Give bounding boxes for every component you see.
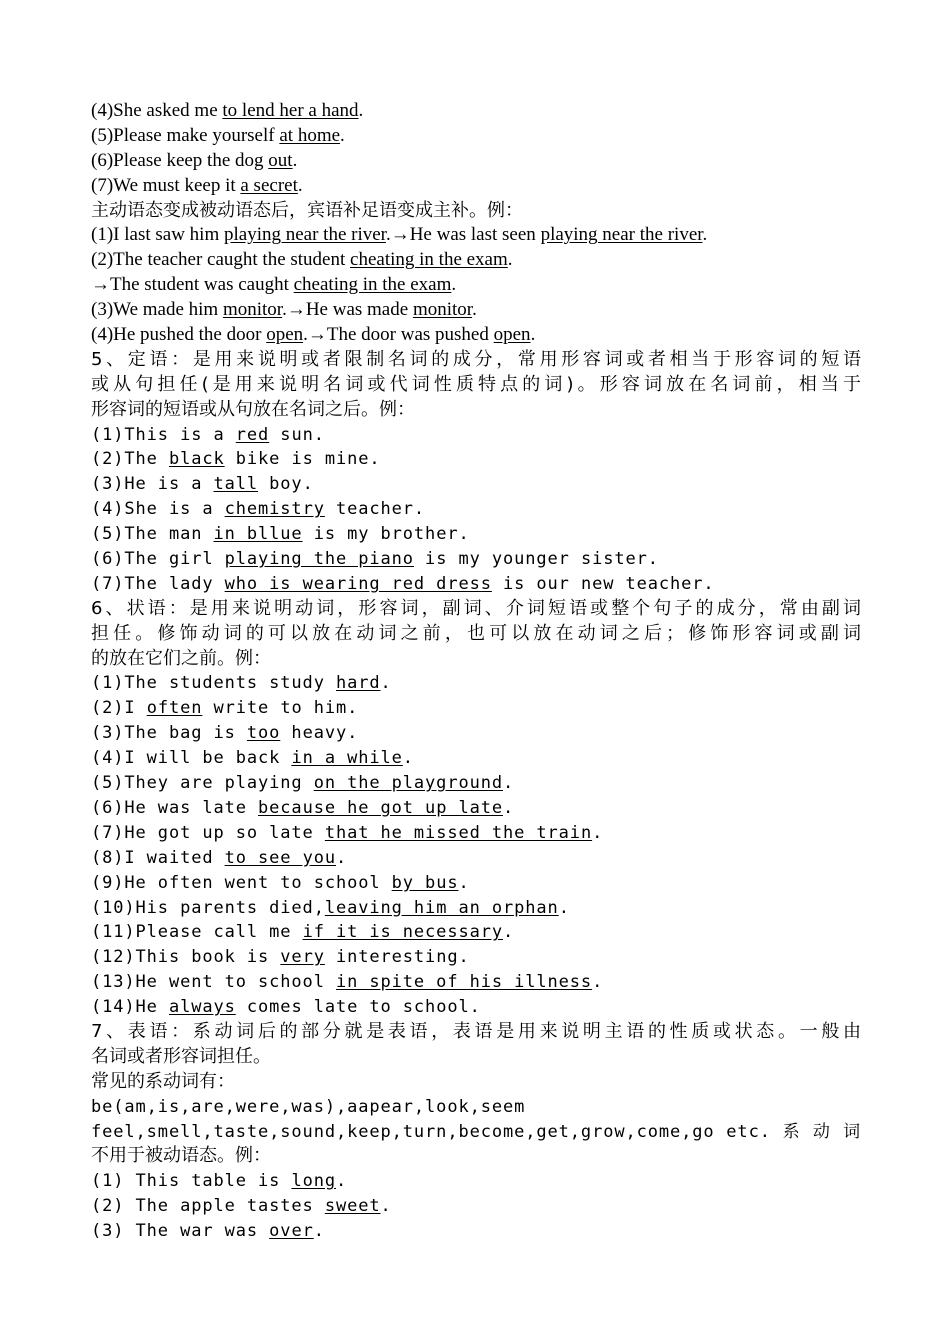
underlined-phrase: playing near the river [540,224,703,246]
text-line [91,174,861,199]
underlined-phrase: red [235,424,270,445]
text-run: . [458,872,470,893]
underlined-phrase: that he missed the train [324,822,593,843]
underlined-phrase: to see you [224,847,336,868]
text-run: (2)The teacher caught the student [91,249,351,271]
text-run: . [558,897,570,918]
underlined-phrase: a secret [240,174,298,196]
text-run: (7)He got up so late [91,822,325,843]
text-line [91,995,861,1020]
text-run: (2)The [91,449,169,470]
text-line [91,298,861,323]
underlined-phrase: too [246,723,281,744]
underlined-phrase: over [269,1221,314,1242]
text-line [91,622,861,647]
text-run: feel,smell,taste,sound,keep,turn,become,get,grow,come,go etc. 系 动 词 [91,1121,861,1142]
text-run: →The student was caught [91,274,294,296]
text-run: . [380,673,392,694]
text-line [91,572,861,597]
text-run: .→The door was pushed [303,324,494,346]
text-run: is my younger sister. [413,549,659,570]
text-run: (12)This book is [91,947,281,968]
text-run: . [380,1196,392,1217]
text-run: sun. [269,424,325,445]
text-line [91,522,861,547]
text-line [91,1070,861,1095]
underlined-phrase: monitor [222,299,283,321]
text-run: (3)The bag is [91,723,247,744]
text-run: 形容词的短语或从句放在名词之后。例： [91,398,415,420]
underlined-phrase: monitor [412,299,473,321]
text-run: (1)This is a [91,424,236,445]
text-line [91,398,861,423]
text-line [91,1194,861,1219]
text-run: (4)He pushed the door [91,324,267,346]
text-line [91,273,861,298]
underlined-phrase: long [291,1171,336,1192]
text-line [91,647,861,672]
underlined-phrase: very [280,947,325,968]
text-run: interesting. [324,947,470,968]
underlined-phrase: on the playground [313,773,503,794]
text-line [91,373,861,398]
text-run: .→He was last seen [385,224,541,246]
text-line [91,199,861,224]
underlined-phrase: if it is necessary [302,922,503,943]
text-line [91,248,861,273]
text-run: . [592,822,604,843]
underlined-phrase: in spite of his illness [335,972,593,993]
text-line [91,124,861,149]
text-run: 名词或者形容词担任。 [91,1045,271,1067]
underlined-phrase: in a while [291,748,403,769]
text-run: . [335,1171,348,1192]
underlined-phrase: black [168,449,225,470]
text-line [91,846,861,871]
text-run: . [702,224,708,246]
text-run: . [592,972,604,993]
text-line [91,423,861,448]
underlined-phrase: to lend her a hand [222,100,359,121]
underlined-phrase: because he got up late [258,797,503,818]
text-run: (7)The lady [91,573,225,594]
text-run: is our new teacher. [491,573,715,594]
text-run: be(am,is,are,were,was),aapear,look,seem [91,1096,526,1117]
text-run: 主动语态变成被动语态后，宾语补足语变成主补。例： [91,199,523,221]
underlined-phrase: playing the piano [224,549,414,570]
text-run: . [358,100,364,121]
underlined-phrase: cheating in the exam [293,274,452,296]
underlined-phrase: cheating in the exam [350,249,508,271]
text-run: comes late to school. [235,997,481,1018]
text-run: (7)We must keep it [91,174,241,196]
underlined-phrase: out [268,149,293,171]
text-run: (8)I waited [91,847,225,868]
text-run: boy. [258,474,314,495]
document-page [91,99,861,1244]
text-line [91,721,861,746]
text-line [91,99,861,124]
text-run: (6)He was late [91,797,259,818]
text-run: (3)He is a [91,474,214,495]
text-run: . [472,299,477,321]
text-run: . [335,847,348,868]
underlined-phrase: always [168,997,236,1018]
underlined-phrase: sweet [324,1196,381,1217]
text-run: 5、定语：是用来说明或者限制名词的成分，常用形容词或者相当于形容词的短语 [91,348,861,370]
text-line [91,1144,861,1169]
underlined-phrase: often [146,698,203,719]
text-run: (4)I will be back [91,748,292,769]
text-line [91,746,861,771]
text-run: . [313,1221,325,1242]
text-line [91,497,861,522]
text-line [91,871,861,896]
text-run: is my brother. [302,524,470,545]
text-run: (4)She asked me [91,100,223,121]
text-run: 的放在它们之前。例： [91,647,271,669]
text-line [91,223,861,248]
underlined-phrase: in bllue [213,524,303,545]
text-line [91,1020,861,1045]
text-run: (6)The girl [91,549,225,570]
underlined-phrase: by bus [391,872,459,893]
text-run: (14)He [91,997,169,1018]
text-line [91,597,861,622]
underlined-phrase: open [493,324,531,346]
text-line [91,1095,861,1120]
text-run: (13)He went to school [91,972,336,993]
underlined-phrase: playing near the river [223,224,386,246]
underlined-phrase: open [266,324,304,346]
text-line [91,945,861,970]
text-run: . [292,149,298,171]
text-run: . [451,274,457,296]
text-run: .→He was made [282,299,413,321]
text-line [91,472,861,497]
text-line [91,1045,861,1070]
text-line [91,821,861,846]
text-run: bike is mine. [224,449,381,470]
text-line [91,671,861,696]
text-run: . [507,249,513,271]
text-run: (2)I [91,698,147,719]
text-run: teacher. [324,499,426,520]
text-run: (1)I last saw him [91,224,224,246]
text-run: (1)The students study [91,673,336,694]
text-run: 常见的系动词有： [91,1070,235,1092]
text-run: (2) The apple tastes [91,1196,325,1217]
text-line [91,323,861,348]
text-run: 担任。修饰动词的可以放在动词之前，也可以放在动词之后；修饰形容词或副词 [91,622,861,644]
text-run: (5)The man [91,524,214,545]
text-run: (1) This table is [91,1171,292,1192]
text-run: . [530,324,536,346]
text-run: (5)Please make yourself [91,124,280,146]
text-run: . [503,797,515,818]
text-run: (11)Please call me [91,922,303,943]
text-run: (3)We made him [91,299,223,321]
text-run: (3) The war was [91,1221,270,1242]
text-run: . [297,174,303,196]
text-line [91,771,861,796]
text-line [91,970,861,995]
text-run: 或从句担任(是用来说明名词或代词性质特点的词)。形容词放在名词前，相当于 [91,373,861,395]
text-line [91,447,861,472]
text-run: 7、表语：系动词后的部分就是表语，表语是用来说明主语的性质或状态。一般由 [91,1020,861,1042]
text-run: write to him. [202,698,359,719]
text-line [91,1219,861,1244]
text-line [91,796,861,821]
text-line [91,547,861,572]
text-run: (9)He often went to school [91,872,392,893]
text-run: (4)She is a [91,499,225,520]
text-line [91,696,861,721]
underlined-phrase: who is wearing red dress [224,573,492,594]
text-line [91,920,861,945]
text-run: . [503,773,515,794]
text-run: . [402,748,414,769]
text-line [91,896,861,921]
underlined-phrase: leaving him an orphan [324,897,559,918]
text-run: 不用于被动语态。例： [91,1145,271,1167]
underlined-phrase: at home [279,124,341,146]
text-run: 6、状语：是用来说明动词，形容词，副词、介词短语或整个句子的成分，常由副词 [91,597,861,619]
text-line [91,1169,861,1194]
text-run: . [340,124,345,146]
text-run: (5)They are playing [91,773,314,794]
text-run: (6)Please keep the dog [91,149,269,171]
underlined-phrase: hard [335,673,381,694]
text-run: heavy. [280,723,359,744]
underlined-phrase: tall [213,474,259,495]
text-run: . [503,922,515,943]
text-run: (10)His parents died, [91,897,325,918]
underlined-phrase: chemistry [224,499,325,520]
text-line [91,1120,861,1145]
text-line [91,149,861,174]
text-line [91,348,861,373]
